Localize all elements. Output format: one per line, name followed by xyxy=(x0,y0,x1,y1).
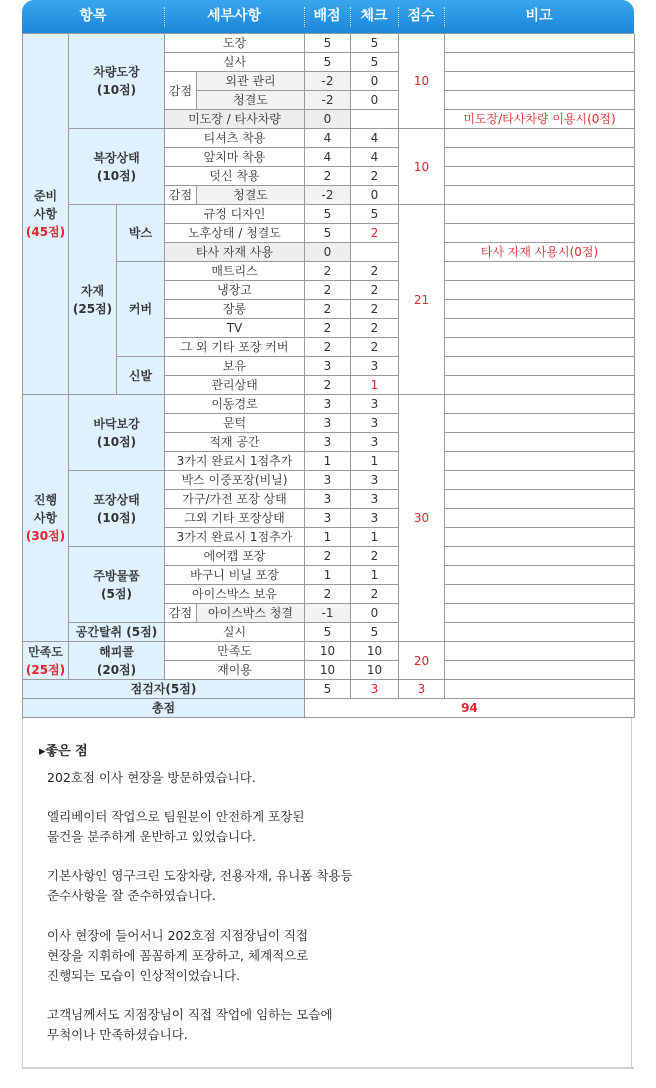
check-cell xyxy=(351,110,399,129)
detail-cell: 만족도 xyxy=(165,642,305,661)
detail-cell: 도장 xyxy=(165,34,305,53)
header-alloc: 배점 xyxy=(313,8,341,24)
comment-title: ▸좋은 점 xyxy=(39,744,88,759)
alloc-cell: 5 xyxy=(305,623,351,642)
score-vehicle: 10 xyxy=(399,34,445,129)
comment-line: 엘리베이터 작업으로 팀원분이 안전하게 포장된 xyxy=(47,809,305,824)
detail-cell: 타사 자재 사용 xyxy=(165,243,305,262)
subgroup-box: 박스 xyxy=(117,205,165,262)
comment-line: 고객님께서도 지점장님이 직접 작업에 임하는 모습에 xyxy=(47,1007,333,1022)
detail-cell: 가구/가전 포장 상태 xyxy=(165,490,305,509)
header-detail: 세부사항 xyxy=(206,8,262,24)
check-cell: 0 xyxy=(351,72,399,91)
note-cell xyxy=(445,281,635,300)
detail-cell: 아이스박스 보유 xyxy=(165,585,305,604)
detail-cell: 실사 xyxy=(165,53,305,72)
alloc-cell: 3 xyxy=(305,414,351,433)
detail-cell: 관리상태 xyxy=(165,376,305,395)
note-cell xyxy=(445,395,635,414)
detail-cell: 3가지 완료시 1점추가 xyxy=(165,528,305,547)
check-cell: 2 xyxy=(351,319,399,338)
alloc-cell: 4 xyxy=(305,148,351,167)
note-cell xyxy=(445,224,635,243)
comment-line: 기본사항인 영구크린 도장차량, 전용자재, 유니폼 착용등 xyxy=(47,868,353,883)
header-item: 항목 xyxy=(79,8,107,24)
check-cell: 2 xyxy=(351,547,399,566)
comment-line: 물건을 분주하게 운반하고 있었습니다. xyxy=(47,829,257,844)
note-cell xyxy=(445,490,635,509)
detail-cell: 앞치마 착용 xyxy=(165,148,305,167)
check-cell: 2 xyxy=(351,585,399,604)
group-vehicle: 차량도장 (10점) xyxy=(69,34,165,129)
note-cell xyxy=(445,186,635,205)
check-cell: 4 xyxy=(351,129,399,148)
note-cell: 미도장/타사차량 이용시(0점) xyxy=(445,110,635,129)
detail-cell: 에어캡 포장 xyxy=(165,547,305,566)
note-cell xyxy=(445,642,635,661)
alloc-cell: 1 xyxy=(305,452,351,471)
group-material: 자재 (25점) xyxy=(69,205,117,395)
check-cell: 3 xyxy=(351,490,399,509)
check-cell: 3 xyxy=(351,680,399,699)
alloc-cell: 10 xyxy=(305,661,351,680)
check-cell: 2 xyxy=(351,281,399,300)
check-cell: 3 xyxy=(351,471,399,490)
note-cell xyxy=(445,433,635,452)
alloc-cell: 10 xyxy=(305,642,351,661)
comment-line: 준수사항을 잘 준수하였습니다. xyxy=(47,888,216,903)
bottom-rule xyxy=(22,1067,634,1069)
check-cell: 3 xyxy=(351,509,399,528)
alloc-cell: 0 xyxy=(305,110,351,129)
note-cell xyxy=(445,34,635,53)
alloc-cell: 1 xyxy=(305,566,351,585)
group-space: 공간탈취 (5점) xyxy=(69,623,165,642)
note-cell xyxy=(445,414,635,433)
check-cell: 0 xyxy=(351,186,399,205)
alloc-cell: 4 xyxy=(305,129,351,148)
note-cell xyxy=(445,376,635,395)
deduct-label: 감점 xyxy=(165,186,197,205)
alloc-cell: 3 xyxy=(305,395,351,414)
score-material: 21 xyxy=(399,205,445,395)
check-cell: 0 xyxy=(351,91,399,110)
note-cell xyxy=(445,661,635,680)
detail-cell: 아이스박스 청결 xyxy=(197,604,305,623)
alloc-cell: 0 xyxy=(305,243,351,262)
detail-cell: 적재 공간 xyxy=(165,433,305,452)
alloc-cell: 2 xyxy=(305,376,351,395)
detail-cell: 청결도 xyxy=(197,186,305,205)
check-cell: 2 xyxy=(351,167,399,186)
note-cell xyxy=(445,338,635,357)
detail-cell: 그외 기타 포장상태 xyxy=(165,509,305,528)
group-floor: 바닥보강 (10점) xyxy=(69,395,165,471)
comment-line: 진행되는 모습이 인상적이었습니다. xyxy=(47,968,241,983)
check-cell: 3 xyxy=(351,357,399,376)
alloc-cell: 5 xyxy=(305,205,351,224)
alloc-cell: 2 xyxy=(305,262,351,281)
note-cell xyxy=(445,129,635,148)
detail-cell: 냉장고 xyxy=(165,281,305,300)
check-cell xyxy=(351,243,399,262)
deduct-label: 감점 xyxy=(165,604,197,623)
detail-cell: 문턱 xyxy=(165,414,305,433)
check-cell: 0 xyxy=(351,604,399,623)
alloc-cell: 3 xyxy=(305,357,351,376)
note-cell xyxy=(445,604,635,623)
check-cell: 1 xyxy=(351,452,399,471)
note-cell xyxy=(445,357,635,376)
detail-cell: 재이용 xyxy=(165,661,305,680)
note-cell: 타사 자재 사용시(0점) xyxy=(445,243,635,262)
note-cell xyxy=(445,91,635,110)
detail-cell: 바구니 비닐 포장 xyxy=(165,566,305,585)
note-cell xyxy=(445,262,635,281)
note-cell xyxy=(445,452,635,471)
check-cell: 5 xyxy=(351,623,399,642)
score-happycall: 20 xyxy=(399,642,445,680)
note-cell xyxy=(445,528,635,547)
detail-cell: TV xyxy=(165,319,305,338)
comment-line: 현장을 지휘하에 꼼꼼하게 포장하고, 체계적으로 xyxy=(47,948,309,963)
total-score: 94 xyxy=(305,699,635,718)
alloc-cell: 2 xyxy=(305,281,351,300)
table-header xyxy=(22,0,634,33)
subgroup-cover: 커버 xyxy=(117,262,165,357)
note-cell xyxy=(445,300,635,319)
comment-line: 무척이나 만족하셨습니다. xyxy=(47,1027,188,1042)
check-cell: 5 xyxy=(351,205,399,224)
check-cell: 2 xyxy=(351,300,399,319)
check-cell: 5 xyxy=(351,53,399,72)
check-cell: 1 xyxy=(351,376,399,395)
note-cell xyxy=(445,319,635,338)
detail-cell: 외관 관리 xyxy=(197,72,305,91)
note-cell xyxy=(445,547,635,566)
alloc-cell: 5 xyxy=(305,680,351,699)
group-clothing: 복장상태 (10점) xyxy=(69,129,165,205)
comment-box xyxy=(22,718,632,1068)
alloc-cell: 1 xyxy=(305,528,351,547)
group-happycall: 해피콜 (20점) xyxy=(69,642,165,680)
note-cell xyxy=(445,509,635,528)
detail-cell: 실시 xyxy=(165,623,305,642)
detail-cell: 3가지 완료시 1점추가 xyxy=(165,452,305,471)
note-cell xyxy=(445,72,635,91)
score-inspector: 3 xyxy=(399,680,445,699)
section-satisfaction: 만족도 (25점) xyxy=(23,642,69,680)
check-cell: 2 xyxy=(351,262,399,281)
alloc-cell: 3 xyxy=(305,490,351,509)
check-cell: 3 xyxy=(351,433,399,452)
alloc-cell: 3 xyxy=(305,471,351,490)
score-progress: 30 xyxy=(399,395,445,642)
detail-cell: 박스 이중포장(비닐) xyxy=(165,471,305,490)
alloc-cell: 2 xyxy=(305,300,351,319)
header-score: 점수 xyxy=(407,8,435,24)
evaluation-table xyxy=(22,33,635,718)
detail-cell: 이동경로 xyxy=(165,395,305,414)
subgroup-shoes: 신발 xyxy=(117,357,165,395)
note-cell xyxy=(445,680,635,699)
section-progress: 진행 사항 (30점) xyxy=(23,395,69,642)
check-cell: 1 xyxy=(351,566,399,585)
detail-cell: 미도장 / 타사차량 xyxy=(165,110,305,129)
check-cell: 2 xyxy=(351,338,399,357)
detail-cell: 규정 디자인 xyxy=(165,205,305,224)
alloc-cell: -2 xyxy=(305,72,351,91)
alloc-cell: 2 xyxy=(305,585,351,604)
group-pack: 포장상태 (10점) xyxy=(69,471,165,547)
detail-cell: 장롱 xyxy=(165,300,305,319)
section-prep: 준비 사항 (45점) xyxy=(23,34,69,395)
note-cell xyxy=(445,148,635,167)
alloc-cell: 3 xyxy=(305,509,351,528)
alloc-cell: -1 xyxy=(305,604,351,623)
alloc-cell: 2 xyxy=(305,167,351,186)
comment-line: 이사 현장에 들어서니 202호점 지점장님이 직접 xyxy=(47,928,309,943)
alloc-cell: 2 xyxy=(305,319,351,338)
alloc-cell: 2 xyxy=(305,338,351,357)
deduct-label: 감점 xyxy=(165,72,197,110)
check-cell: 3 xyxy=(351,395,399,414)
alloc-cell: 5 xyxy=(305,224,351,243)
group-inspector: 점검자(5점) xyxy=(23,680,305,699)
group-kitchen: 주방물품 (5점) xyxy=(69,547,165,623)
note-cell xyxy=(445,53,635,72)
detail-cell: 보유 xyxy=(165,357,305,376)
check-cell: 3 xyxy=(351,414,399,433)
detail-cell: 티셔츠 착용 xyxy=(165,129,305,148)
detail-cell: 노후상태 / 청결도 xyxy=(165,224,305,243)
check-cell: 10 xyxy=(351,642,399,661)
alloc-cell: 3 xyxy=(305,433,351,452)
check-cell: 1 xyxy=(351,528,399,547)
detail-cell: 매트리스 xyxy=(165,262,305,281)
note-cell xyxy=(445,566,635,585)
note-cell xyxy=(445,623,635,642)
alloc-cell: -2 xyxy=(305,91,351,110)
check-cell: 5 xyxy=(351,34,399,53)
alloc-cell: 2 xyxy=(305,547,351,566)
check-cell: 4 xyxy=(351,148,399,167)
alloc-cell: -2 xyxy=(305,186,351,205)
detail-cell: 청결도 xyxy=(197,91,305,110)
total-label: 총점 xyxy=(23,699,305,718)
header-check: 체크 xyxy=(360,8,388,24)
check-cell: 10 xyxy=(351,661,399,680)
score-clothing: 10 xyxy=(399,129,445,205)
note-cell xyxy=(445,585,635,604)
comment-line: 202호점 이사 현장을 방문하였습니다. xyxy=(47,770,256,785)
detail-cell: 덧신 착용 xyxy=(165,167,305,186)
note-cell xyxy=(445,167,635,186)
check-cell: 2 xyxy=(351,224,399,243)
alloc-cell: 5 xyxy=(305,53,351,72)
note-cell xyxy=(445,471,635,490)
alloc-cell: 5 xyxy=(305,34,351,53)
detail-cell: 그 외 기타 포장 커버 xyxy=(165,338,305,357)
note-cell xyxy=(445,205,635,224)
header-note: 비고 xyxy=(525,8,553,24)
